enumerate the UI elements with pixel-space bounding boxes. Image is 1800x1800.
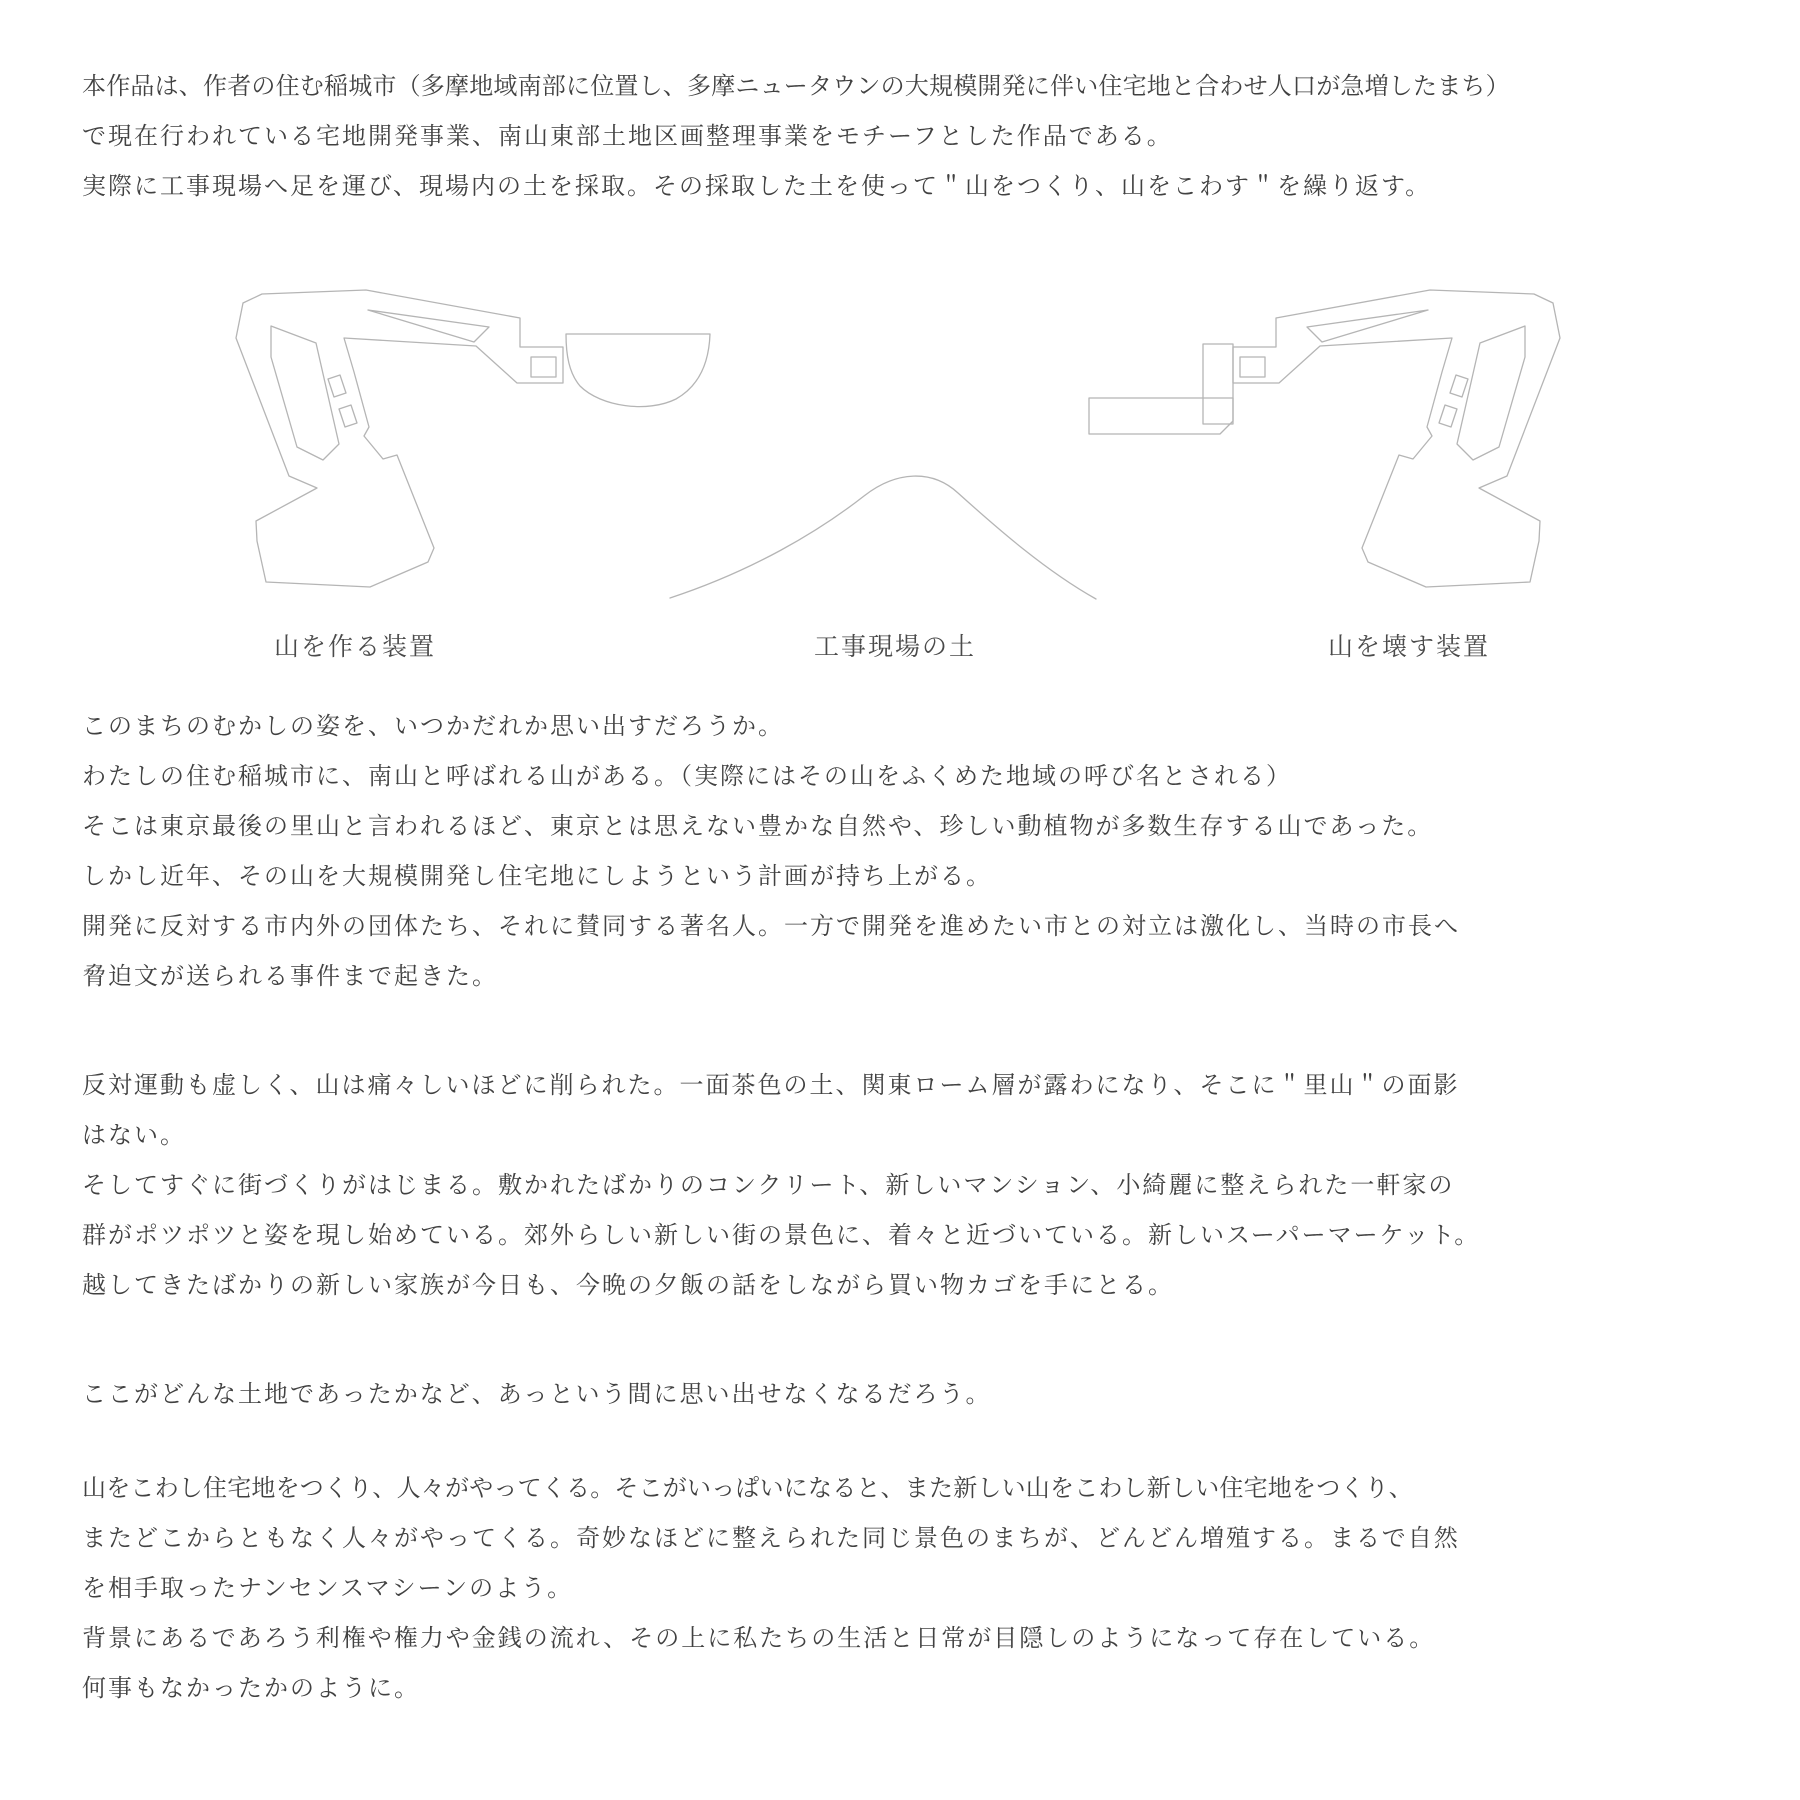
figure-caption-right: 山を壊す装置 <box>1327 633 1491 661</box>
text-line: 開発に反対する市内外の団体たち、それに賛同する著名人。一方で開発を進めたい市との対立は激化し、当時の市長へ <box>82 913 1460 940</box>
text-line: そこは東京最後の里山と言われるほど、東京とは思えない豊かな自然や、珍しい動植物が多数生存する山であった。 <box>82 813 1434 840</box>
text-line: 反対運動も虚しく、山は痛々しいほどに削られた。一面茶色の土、関東ローム層が露わになり、そこに＂里山＂の面影 <box>82 1072 1460 1099</box>
body-paragraph-4 <box>82 1464 1460 1714</box>
body-paragraph-2 <box>82 1061 1480 1311</box>
text-line: しかし近年、その山を大規模開発し住宅地にしようという計画が持ち上がる。 <box>82 863 992 890</box>
body-paragraph-1 <box>82 702 1460 1002</box>
text-line: このまちのむかしの姿を、いつかだれか思い出すだろうか。 <box>82 713 784 740</box>
text-line: はない。 <box>82 1122 186 1149</box>
text-line: を相手取ったナンセンスマシーンのよう。 <box>82 1575 574 1602</box>
text-line: ここがどんな土地であったかなど、あっという間に思い出せなくなるだろう。 <box>82 1381 992 1408</box>
text-line: 何事もなかったかのように。 <box>82 1675 420 1702</box>
text-line: 背景にあるであろう利権や権力や金銭の流れ、その上に私たちの生活と日常が目隠しのようになって存在している。 <box>82 1625 1436 1652</box>
figure-drawings <box>0 235 1800 615</box>
breaker-block-shape <box>1203 344 1233 424</box>
text-line: 越してきたばかりの新しい家族が今日も、今晩の夕飯の話をしながら買い物カゴを手にとる。 <box>82 1272 1174 1299</box>
text-line: 本作品は、作者の住む稲城市（多摩地域南部に位置し、多摩ニュータウンの大規模開発に伴い住宅地と合わせ人口が急増したまち） <box>82 73 1510 100</box>
text-line: わたしの住む稲城市に、南山と呼ばれる山がある。（実際にはその山をふくめた地域の呼び名とされる） <box>82 763 1292 790</box>
intro-paragraph <box>82 62 1510 212</box>
breaker-bar-shape <box>1089 398 1233 434</box>
figure-caption-middle: 工事現場の土 <box>813 633 977 661</box>
body-paragraph-3 <box>82 1370 992 1420</box>
text-line: 群がポツポツと姿を現し始めている。郊外らしい新しい街の景色に、着々と近づいている。新しいスーパーマーケット。 <box>82 1222 1481 1249</box>
soil-mound-drawing <box>670 476 1096 599</box>
text-line: またどこからともなく人々がやってくる。奇妙なほどに整えられた同じ景色のまちが、どんどん増殖する。まるで自然 <box>82 1525 1460 1552</box>
figure-caption-left: 山を作る装置 <box>273 633 437 661</box>
text-line: 実際に工事現場へ足を運び、現場内の土を採取。その採取した土を使って＂山をつくり、山をこわす＂を繰り返す。 <box>82 173 1432 200</box>
text-line: 脅迫文が送られる事件まで起きた。 <box>82 963 498 990</box>
text-line: そしてすぐに街づくりがはじまる。敷かれたばかりのコンクリート、新しいマンション、小綺麗に整えられた一軒家の <box>82 1172 1455 1199</box>
mountain-making-machine-drawing <box>236 290 710 587</box>
text-line: で現在行われている宅地開発事業、南山東部土地区画整理事業をモチーフとした作品である。 <box>82 123 1173 150</box>
mountain-breaking-machine-drawing <box>1089 290 1560 587</box>
bucket-shape <box>566 334 710 407</box>
text-line: 山をこわし住宅地をつくり、人々がやってくる。そこがいっぱいになると、また新しい山をこわし新しい住宅地をつくり、 <box>82 1475 1413 1502</box>
